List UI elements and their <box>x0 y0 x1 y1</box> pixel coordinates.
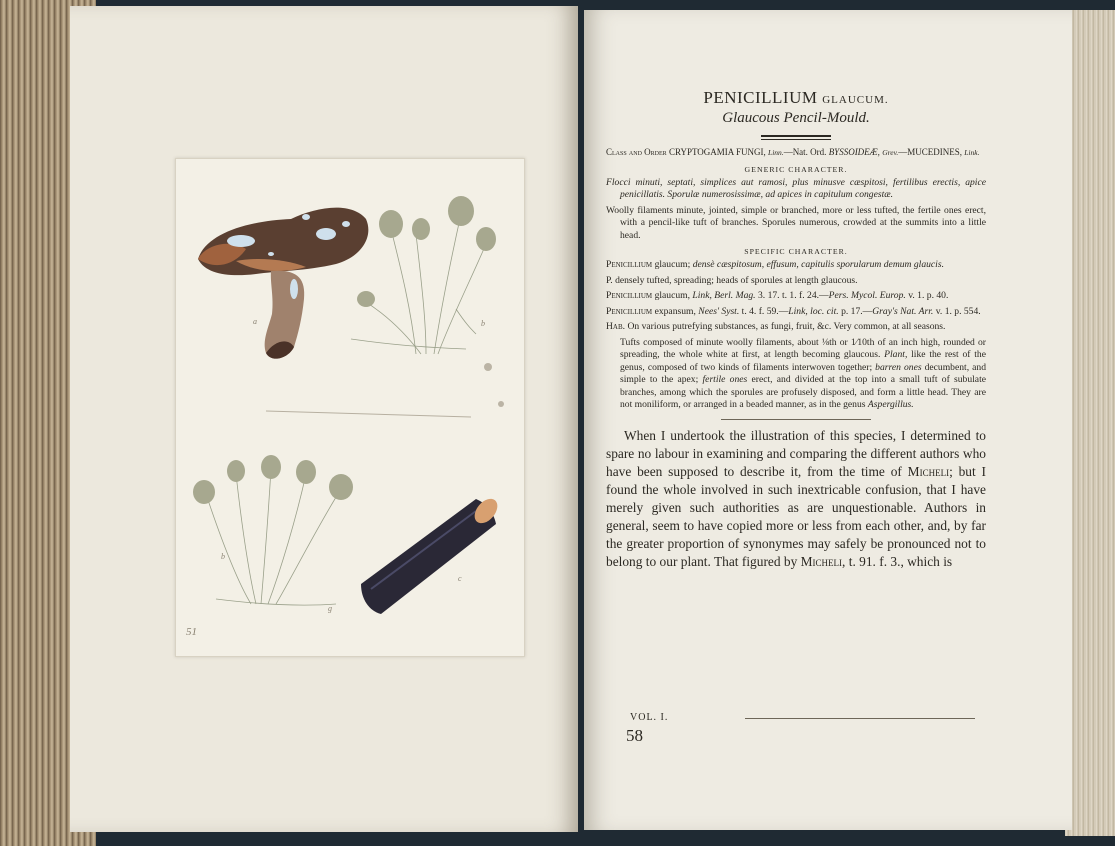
plate-label-a: a <box>253 317 257 326</box>
description: Tufts composed of minute woolly filaments, about ⅛th or 1⁄10th of an inch high, rounded or spreading, the whole white at first, at length becoming glaucous. Plant, like the rest of the genus, composed of two kinds of filaments interwoven together; barren ones decumbent, and simple to the apex; fertile ones erect, and divided at the top into a small tuft of subulate branches, among which the sporules are profusely disposed, and form a little head. They are not moniliform, or arranged in a beaded manner, as in the genus Aspergillus. <box>620 336 986 410</box>
title-rule-thin <box>761 139 831 140</box>
botanical-plate <box>175 158 525 657</box>
habitat: Hab. On various putrefying substances, as fungi, fruit, &c. Very common, at all seasons. <box>606 321 946 332</box>
specific-heading: SPECIFIC CHARACTER. <box>744 247 848 256</box>
specific-latin: Penicillium glaucum; densè cæspitosum, effusum, capitulis sporularum demum glaucis. <box>606 259 944 270</box>
plate-illustration <box>176 159 524 656</box>
plate-label-c: c <box>458 574 462 583</box>
mushroom-illustration <box>198 208 368 359</box>
generic-english: Woolly filaments minute, jointed, simple or branched, more or less tufted, the fertile ones erect, with a pencil-like tuft of branches. Sporules numerous, crowded at the summits into a little head. <box>606 204 986 241</box>
classification: Class and Order CRYPTOGAMIA FUNGI, Linn.—Nat. Ord. BYSSOIDEÆ, Grev.—MUCEDINES, Link. <box>606 147 980 157</box>
common-name: Glaucous Pencil-Mould. <box>722 110 870 126</box>
synonym-1: Penicillium glaucum, Link, Berl. Mag. 3. 17. t. 1. f. 24.—Pers. Mycol. Europ. v. 1. p. 40. <box>606 290 949 301</box>
plate-label-b-bottom: b <box>221 552 225 561</box>
page-number: 58 <box>626 726 643 745</box>
section-divider <box>721 419 871 420</box>
page-title <box>606 88 986 108</box>
generic-heading: GENERIC CHARACTER. <box>744 164 848 174</box>
generic-latin: Flocci minuti, septati, simplices aut ramosi, plus minusve cæspitosi, fertilibus erectis, apice penicillatis. Sporulæ numerosissimæ, ad apices in capitulum congestæ. <box>606 176 986 200</box>
plate-label-b-top: b <box>481 319 485 328</box>
specific-english: P. densely tufted, spreading; heads of sporules at length glaucous. <box>606 274 858 286</box>
plate-number: 51 <box>186 626 197 638</box>
footer-rule <box>745 718 975 719</box>
mould-tufts-lower <box>206 469 341 605</box>
volume-signature: VOL. I. <box>630 712 669 723</box>
title-genus: PENICILLIUM <box>703 88 818 107</box>
main-paragraph: When I undertook the illustration of this species, I determined to spare no labour in examining and comparing the different authors who have been supposed to describe it, from the time of Micheli; but I found the whole involved in such inextricable confusion, that I have merely given such authorities as are unquestionable. Authors in general, seem to have copied more or less from each other, and, by far the greater proportion of synonymes may safely be pronounced not to belong to our plant. That figured by Micheli, t. 91. f. 3., which is <box>606 427 986 569</box>
title-species: GLAUCUM. <box>822 94 889 106</box>
plate-label-g: g <box>328 604 332 613</box>
title-rule <box>761 135 831 137</box>
stick-illustration <box>361 494 502 614</box>
page-edges-right <box>1065 10 1115 836</box>
synonym-2: Penicillium expansum, Nees' Syst. t. 4. f. 59.—Link, loc. cit. p. 17.—Gray's Nat. Arr. v. 1. p. 554. <box>606 305 981 317</box>
species-text <box>606 82 986 571</box>
